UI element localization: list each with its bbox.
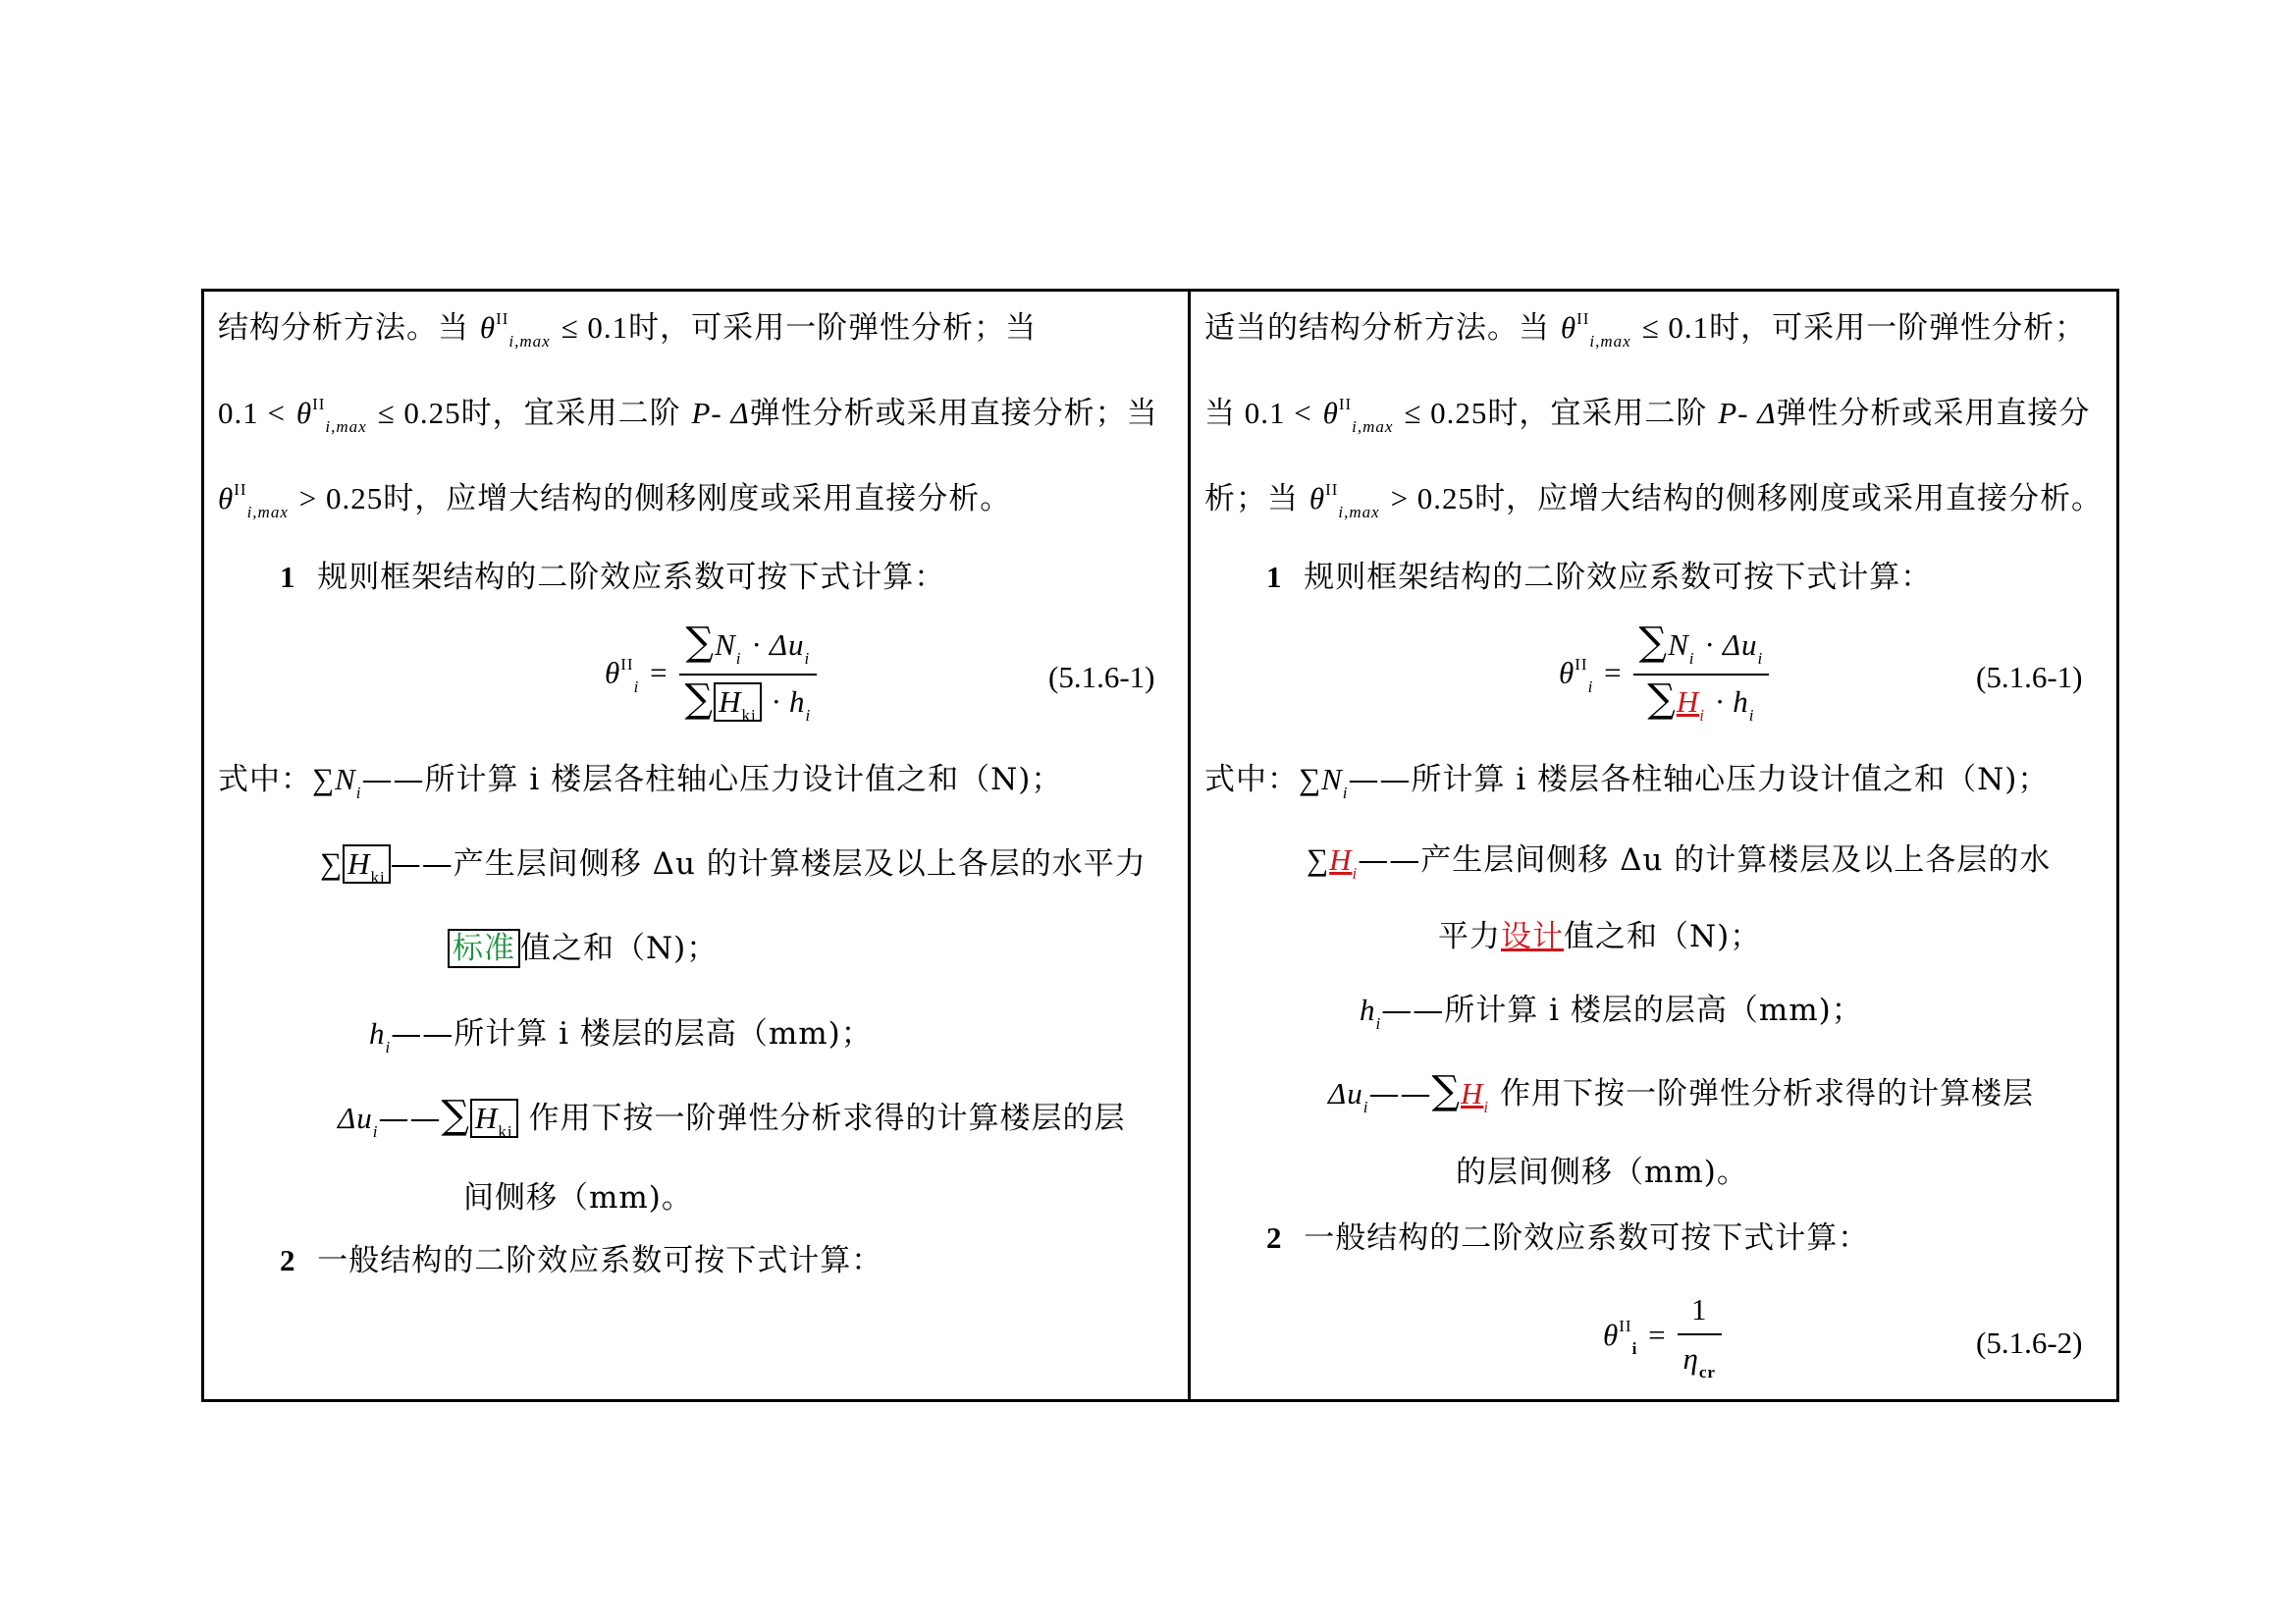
left-where: 式中：$\sum N_i——$所计算 i 楼层各柱轴心压力设计值之和（N)； bbox=[218, 762, 1063, 802]
left-def-1: ∑ $H_{ki}$ ——产生层间侧移 Δu 的计算楼层及以上各层的水平力 bbox=[320, 846, 1147, 887]
left-def-3: $\Delta u_i——\sum$ $H_{ki}$ 作用下按一阶弹性分析求得的计算楼层的层 bbox=[338, 1093, 1126, 1141]
left-def-3b: 间侧移（mm)。 bbox=[463, 1180, 693, 1216]
changed-term: $H_i$ bbox=[1676, 684, 1705, 725]
right-para-1: 适当的结构分析方法。当 $\theta^{II}_{i,max} \le 0.1$时，可采用一阶弹性分析； bbox=[1204, 309, 2087, 351]
right-formula-2: $\theta^{II}_i$ = $\frac{1}{\eta_{cr}}$ bbox=[1603, 1290, 1722, 1383]
right-item-1: 1 规则框架结构的二阶效应系数可按下式计算： bbox=[1266, 560, 1933, 595]
left-item-2: 2 一般结构的二阶效应系数可按下式计算： bbox=[280, 1243, 883, 1278]
boxed-term: $H_{ki}$ bbox=[470, 1099, 518, 1138]
left-para-2: $0.1 < \theta^{II}_{i,max} \le 0.25$时，宜采用二阶 P- Δ弹性分析或采用直接分析；当 bbox=[218, 395, 1158, 436]
right-para-2: 当 $0.1 < \theta^{II}_{i,max} \le 0.25$时，宜采用二阶 P- Δ弹性分析或采用直接分 bbox=[1204, 395, 2091, 436]
right-eqno-2: (5.1.6-2) bbox=[1976, 1326, 2083, 1360]
boxed-term: $H_{ki}$ bbox=[343, 844, 391, 884]
left-formula-1: $\theta^{II}_i$ = $\frac{\sum N_i \cdot \Delta u_i}{\sum H_{ki} \cdot h_i}$ bbox=[605, 623, 817, 727]
right-def-1: $\sum H_i——$产生层间侧移 Δu 的计算楼层及以上各层的水 bbox=[1307, 842, 2052, 883]
formula-fraction: $\frac{\sum N_i \cdot \Delta u_i}{\sum H_{ki} \cdot h_i}$ bbox=[679, 623, 818, 727]
right-item-2: 2 一般结构的二阶效应系数可按下式计算： bbox=[1266, 1220, 1870, 1256]
left-para-1: 结构分析方法。当 $\theta^{II}_{i,max} \le 0.1$时，可采用一阶弹性分析；当 bbox=[218, 309, 1038, 351]
left-item-1: 1 规则框架结构的二阶效应系数可按下式计算： bbox=[280, 560, 946, 595]
right-eqno-1: (5.1.6-1) bbox=[1976, 660, 2083, 694]
right-column bbox=[1191, 289, 2116, 1402]
right-where: 式中：$\sum N_i——$所计算 i 楼层各柱轴心压力设计值之和（N)； bbox=[1204, 762, 2050, 802]
left-def-1b: 标准 值之和（N)； bbox=[448, 929, 718, 968]
right-def-3b: 的层间侧移（mm)。 bbox=[1456, 1155, 1748, 1190]
boxed-term: $H_{ki}$ bbox=[714, 682, 762, 722]
left-eqno-1: (5.1.6-1) bbox=[1048, 660, 1155, 694]
changed-term: $H_i$ bbox=[1461, 1076, 1490, 1116]
right-formula-1: $\theta^{II}_i$ = $\frac{\sum N_i \cdot \Delta u_i}{\sum H_i \cdot h_i}$ bbox=[1559, 623, 1769, 727]
right-para-3: 析；当 $\theta^{II}_{i,max} > 0.25$时，应增大结构的侧移刚度或采用直接分析。 bbox=[1204, 480, 2104, 521]
left-para-3: $\theta^{II}_{i,max} > 0.25$时，应增大结构的侧移刚度或采用直接分析。 bbox=[218, 480, 1012, 521]
highlight-design: 设计 bbox=[1501, 919, 1564, 954]
highlight-standard: 标准 bbox=[448, 929, 520, 968]
left-def-2: $h_i——$所计算 i 楼层的层高（mm)； bbox=[369, 1016, 873, 1056]
right-def-2: $h_i——$所计算 i 楼层的层高（mm)； bbox=[1360, 993, 1863, 1033]
right-def-3: $\Delta u_i——\sum H_i$ 作用下按一阶弹性分析求得的计算楼层 bbox=[1328, 1068, 2034, 1116]
left-column bbox=[204, 289, 1188, 1402]
changed-term: $H_i$ bbox=[1329, 842, 1359, 883]
formula-fraction: $\frac{1}{\eta_{cr}}$ bbox=[1678, 1290, 1722, 1383]
right-def-1b: 平力设计值之和（N)； bbox=[1438, 919, 1762, 954]
formula-fraction: $\frac{\sum N_i \cdot \Delta u_i}{\sum H_i \cdot h_i}$ bbox=[1633, 623, 1770, 727]
